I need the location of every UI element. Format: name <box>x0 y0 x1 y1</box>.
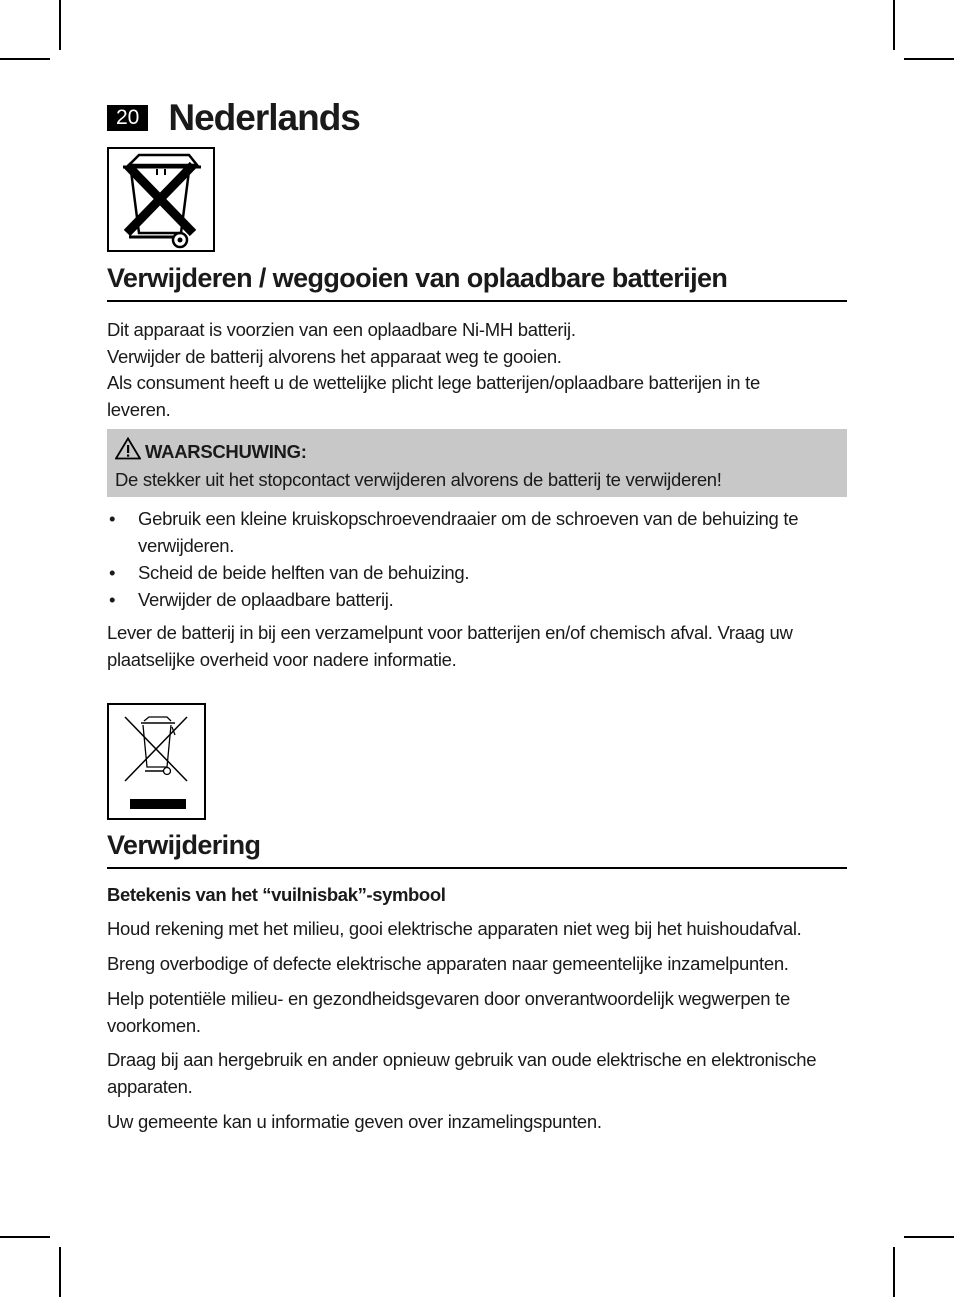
crop-mark <box>904 1236 954 1238</box>
list-item-text: Scheid de beide helften van de behuizing. <box>138 562 470 583</box>
battery-disposal-heading: Verwijderen / weggooien van oplaadbare batterijen <box>107 263 847 302</box>
disposal-paragraph: Uw gemeente kan u informatie geven over inzamelingspunten. <box>107 1111 602 1132</box>
crossed-out-wheelie-bin-icon <box>107 147 215 252</box>
warning-title-row <box>115 437 839 467</box>
bullet-icon: • <box>109 562 116 583</box>
disposal-paragraph: Help potentiële milieu- en gezondheidsgevaren door onverantwoordelijk wegwerpen te voorkomen. <box>107 988 790 1036</box>
list-item <box>107 586 847 613</box>
page-header <box>107 98 360 138</box>
disposal-heading: Verwijdering <box>107 830 847 869</box>
warning-title: WAARSCHUWING: <box>145 441 307 462</box>
bullet-icon: • <box>109 589 116 610</box>
crop-mark <box>893 1247 895 1297</box>
battery-steps-list <box>107 505 847 613</box>
crop-mark <box>893 0 895 50</box>
disposal-paragraph: Draag bij aan hergebruik en ander opnieuw gebruik van oude elektrische en elektronische apparaten. <box>107 1049 817 1097</box>
list-item <box>107 505 847 559</box>
battery-outro: Lever de batterij in bij een verzamelpunt voor batterijen en/of chemisch afval. Vraag uw plaatselijke overheid voor nadere informatie. <box>107 622 793 670</box>
disposal-paragraph: Houd rekening met het milieu, gooi elektrische apparaten niet weg bij het huishoudafval. <box>107 918 802 939</box>
battery-intro-line: Dit apparaat is voorzien van een oplaadbare Ni-MH batterij. <box>107 319 576 340</box>
bin-symbol-subheading: Betekenis van het “vuilnisbak”-symbool <box>107 884 446 905</box>
list-item-text: Gebruik een kleine kruiskopschroevendraaier om de schroeven van de behuizing te verwijderen. <box>138 508 799 556</box>
disposal-paragraph: Breng overbodige of defecte elektrische apparaten naar gemeentelijke inzamelpunten. <box>107 953 789 974</box>
crop-mark <box>59 1247 61 1297</box>
battery-intro-line: Verwijder de batterij alvorens het apparaat weg te gooien. <box>107 346 562 367</box>
crop-mark <box>904 58 954 60</box>
battery-intro-line: Als consument heeft u de wettelijke plicht lege batterijen/oplaadbare batterijen in te leveren. <box>107 372 760 420</box>
list-item <box>107 559 847 586</box>
language-title: Nederlands <box>168 97 360 138</box>
warning-text: De stekker uit het stopcontact verwijderen alvorens de batterij te verwijderen! <box>115 469 722 490</box>
crop-mark <box>0 58 50 60</box>
bullet-icon: • <box>109 508 116 529</box>
crop-mark <box>0 1236 50 1238</box>
page-number: 20 <box>107 105 148 131</box>
warning-box <box>107 429 847 497</box>
warning-triangle-icon <box>115 437 145 467</box>
list-item-text: Verwijder de oplaadbare batterij. <box>138 589 394 610</box>
crop-mark <box>59 0 61 50</box>
weee-crossed-bin-icon <box>107 703 206 820</box>
